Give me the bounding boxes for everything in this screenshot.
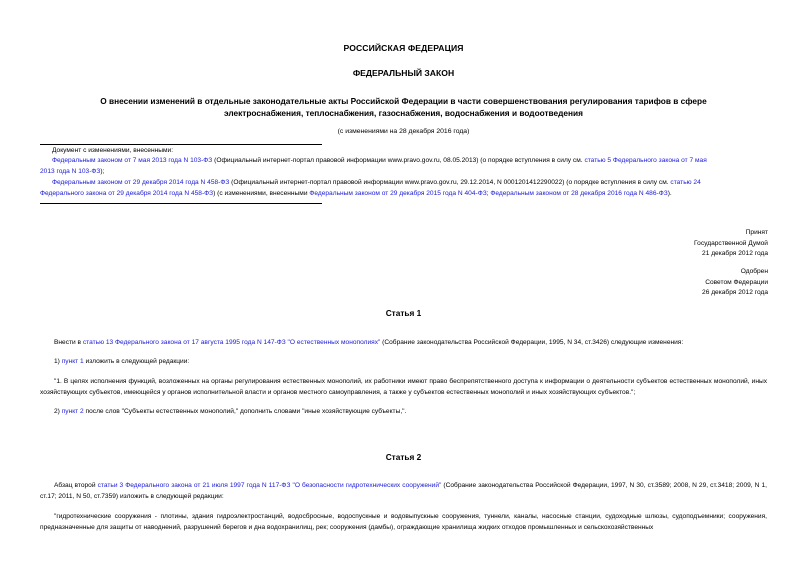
article-1-para-1-pre: Внести в xyxy=(54,339,83,346)
article-2-para-1 xyxy=(40,481,767,503)
changes-item-2-end: ). xyxy=(667,189,672,197)
council-date: 26 декабря 2012 года xyxy=(702,289,768,297)
point-1-link[interactable]: пункт 1 xyxy=(61,358,84,365)
adopted-label: Принят xyxy=(745,229,768,236)
duma-date: 21 декабря 2012 года xyxy=(702,250,768,258)
law-147-link[interactable]: статью 13 Федерального закона от 17 августа 1995 года N 147-ФЗ "О естественных монополиях" xyxy=(82,339,381,346)
law-title xyxy=(60,95,747,119)
article-2-heading: Статья 2 xyxy=(385,452,422,462)
changes-item-2 xyxy=(40,178,768,199)
law-458-link[interactable]: Федеральным законом от 29 декабря 2014 года N 458-ФЗ xyxy=(52,179,230,186)
adoption-council xyxy=(702,267,768,299)
article-1-para-4 xyxy=(40,407,767,418)
law-117-link[interactable]: статьи 3 Федерального закона от 21 июля 1997 года N 117-ФЗ "О безопасности гидротехнических сооружений" xyxy=(97,482,442,489)
approved-label: Одобрен xyxy=(740,268,768,275)
changes-item-1-end: ); xyxy=(100,167,105,175)
article-2-para-2 xyxy=(40,512,767,538)
article-5-link-cont[interactable]: 2013 года N 103-ФЗ xyxy=(40,167,101,175)
article-24-link-cont[interactable]: Федерального закона от 29 декабря 2014 года N 458-ФЗ xyxy=(40,189,214,197)
law-type-heading: ФЕДЕРАЛЬНЫЙ ЗАКОН xyxy=(352,68,455,78)
law-title-line-1: О внесении изменений в отдельные законодательные акты Российской Федерации в части совершенствования регулирования тарифов в сфере xyxy=(100,96,707,106)
changes-top-divider xyxy=(40,144,322,145)
country-heading: РОССИЙСКАЯ ФЕДЕРАЦИЯ xyxy=(343,43,464,53)
law-title-line-2: электроснабжения, теплоснабжения, газоснабжения, водоснабжения и водоотведения xyxy=(224,108,583,118)
article-1-para-1-post: (Собрание законодательства Российской Федерации, 1995, N 34, ст.3426) следующие изменения: xyxy=(380,339,684,346)
changes-item-2-text: (Официальный интернет-портал правовой информации www.pravo.gov.ru, 29.12.2014, N 0001201412290022) (о порядке вступления в силу см. xyxy=(229,179,671,186)
article-1-item-2-num: 2) xyxy=(54,408,62,415)
changes-item-1-text: (Официальный интернет-портал правовой информации www.pravo.gov.ru, 08.05.2013) (о порядке вступления в силу см. xyxy=(212,157,585,164)
adoption-duma xyxy=(694,228,768,260)
article-1-quote: "1. В целях исполнения функций, возложенных на органы регулирования естественных монополий, их работники имеют право беспрепятственного доступа к информации о деятельности субъектов естественных монополий, иных хозяйствующих субъектов, имеющейся у органов исполнительной власти и органов местного самоуправления, а также у субъектов естественных монополий и иных хозяйствующих субъектов."; xyxy=(40,378,767,396)
article-1-para-2 xyxy=(40,357,767,368)
article-24-link[interactable]: статью 24 xyxy=(670,179,701,186)
article-1-para-3 xyxy=(40,377,767,399)
article-2-para-1-post: (Собрание законодательства Российской Федерации, 1997, N 30, ст.3589; 2008, N 29, ст.3418; 2009, N 1, ст.17; 2011, N 50, ст.7359) изложить в следующей редакции: xyxy=(40,482,767,500)
council-label: Советом Федерации xyxy=(705,278,768,286)
duma-label: Государственной Думой xyxy=(694,239,768,247)
changes-item-2-mid: ) (с изменениями, внесенными xyxy=(213,189,310,197)
changes-item-2-sep: ; xyxy=(486,189,491,197)
law-486-link[interactable]: Федеральным законом от 28 декабря 2016 года N 486-ФЗ xyxy=(490,189,668,197)
point-2-link[interactable]: пункт 2 xyxy=(61,408,84,415)
changes-item-1 xyxy=(40,156,768,177)
article-1-para-1 xyxy=(40,338,767,349)
article-1-heading: Статья 1 xyxy=(385,308,422,318)
changes-intro: Документ с изменениями, внесенными: xyxy=(52,147,174,154)
law-103-link[interactable]: Федеральным законом от 7 мая 2013 года N 103-ФЗ xyxy=(52,157,213,164)
article-1-para-2-post: изложить в следующей редакции: xyxy=(83,358,190,365)
article-5-link[interactable]: статью 5 Федерального закона от 7 мая xyxy=(584,157,707,164)
article-2-quote: "гидротехнические сооружения - плотины, здания гидроэлектростанций, водосбросные, водоспускные и водовыпускные сооружения, туннели, каналы, насосные станции, судоходные шлюзы, судоподъемники; сооружения, предназначенные для защиты от наводнений, разрушений берегов и дна водохранилищ, рек; сооружения (дамбы), ограждающие хранилища жидких отходов промышленных и сельскохозяйственных xyxy=(40,513,767,531)
edition-note: (с изменениями на 28 декабря 2016 года) xyxy=(337,128,470,135)
law-404-link[interactable]: Федеральным законом от 29 декабря 2015 года N 404-ФЗ xyxy=(309,189,487,197)
article-2-para-1-pre: Абзац второй xyxy=(54,482,98,489)
article-1-item-1-num: 1) xyxy=(54,358,62,365)
article-1-para-4-post: после слов "Субъекты естественных монополий," дополнить словами "иные хозяйствующие субъекты,". xyxy=(83,408,407,415)
changes-bottom-divider xyxy=(40,203,322,204)
